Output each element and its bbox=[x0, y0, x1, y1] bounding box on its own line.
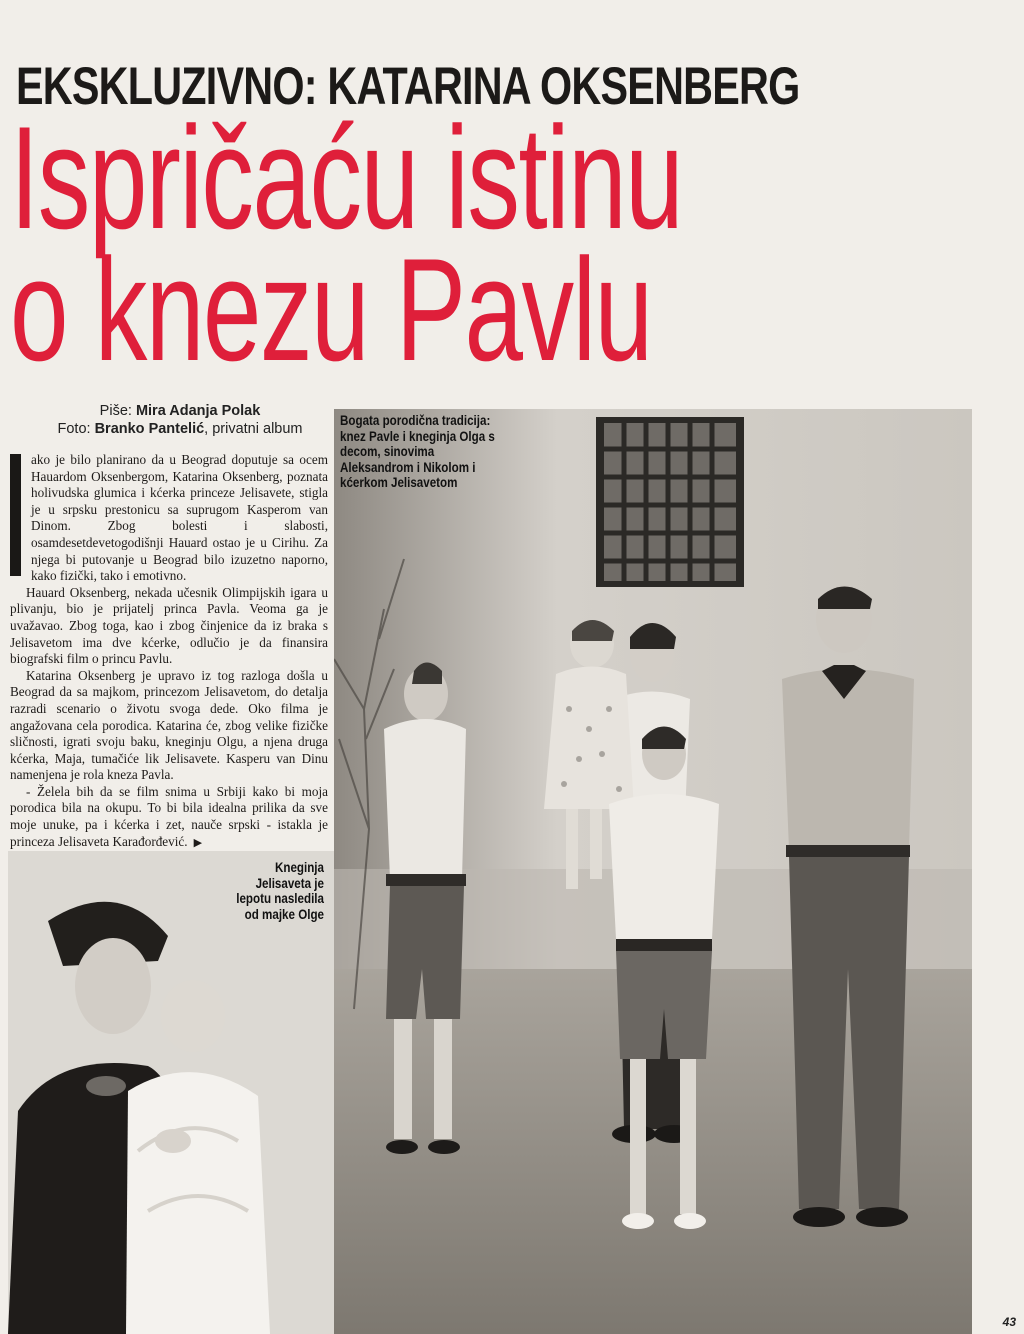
page-number: 43 bbox=[1002, 1315, 1016, 1329]
portrait-photo-caption: Kneginja Jelisaveta je lepotu nasledila od majke Olge bbox=[236, 860, 324, 922]
kicker-title: EKSKLUZIVNO: KATARINA OKSENBERG bbox=[16, 57, 800, 116]
photo-source: , privatni album bbox=[204, 421, 303, 437]
portrait-photo-illustration bbox=[8, 851, 334, 1334]
photographer-name: Branko Pantelić bbox=[94, 421, 205, 437]
headline-line-2: o knezu Pavlu bbox=[10, 228, 652, 391]
author-label: Piše: bbox=[99, 403, 136, 419]
author-name: Mira Adanja Polak bbox=[135, 403, 261, 419]
headline-line-1: Ispričaću istinu bbox=[10, 96, 683, 259]
article-paragraph: Katarina Oksenberg je upravo iz tog razloga došla u Beograd da sa majkom, princezom Jelisavetom, do detalja razradi scenario o životu svoga dede. Oko filma je angažovana cela porodica. Katarina će, zbog velike fizičke sličnosti, igrati svoju baku, kneginju Olgu, a njena druga kćerka, Maja, tumačiće lik Jelisavete. Kasperu van Dinu namenjena je rola kneza Pavla. bbox=[10, 667, 328, 783]
article-paragraph-text: - Želela bih da se film snima u Srbiji kako bi moja porodica bila na okupu. To bi bila idealna prilika da sve moje unuke, pa i kćerka i zet, nauče srpski - istakla je princeza Jelisaveta Karađorđević. bbox=[10, 783, 328, 849]
family-photo-illustration bbox=[334, 409, 972, 1334]
article-body bbox=[10, 452, 328, 851]
photo-label: Foto: bbox=[57, 421, 95, 437]
article-paragraph bbox=[10, 784, 328, 851]
portrait-photo bbox=[8, 851, 334, 1334]
article-paragraph-text: ako je bilo planirano da u Beograd doputuje sa ocem Hauardom Oksenbergom, Katarina Oksenberg, poznata holivudska glumica i kćerka princeze Jelisavete, stigla je u srpsku prestonicu sa suprugom Kasperom van Dinom. Zbog bolesti i slabosti, osamdesetdevetogodišnji Hauard ostao je u Cirihu. Za njega bi putovanje u Beograd bilo izuzetno naporno, kako fizički, tako i emotivno. bbox=[31, 452, 328, 584]
author-line bbox=[30, 402, 330, 420]
family-photo bbox=[334, 409, 972, 1334]
main-photo-caption: Bogata porodična tradicija: knez Pavle i kneginja Olga s decom, sinovima Aleksandrom i Nikolom i kćerkom Jelisavetom bbox=[340, 413, 495, 490]
photo-credit-line bbox=[30, 420, 330, 438]
drop-cap-bar bbox=[10, 454, 21, 576]
article-paragraph: Hauard Oksenberg, nekada učesnik Olimpijskih igara u plivanju, bio je prijatelj princa Pavla. Veoma ga je uvažavao. Zbog toga, kao i zbog činjenice da iz braka s Jelisavetom ima dve kćerke, odlučio je da finansira biografski film o princu Pavlu. bbox=[10, 584, 328, 667]
continue-arrow-icon: ▶ bbox=[193, 836, 203, 849]
article-paragraph bbox=[10, 452, 328, 585]
headline bbox=[10, 96, 946, 391]
byline bbox=[30, 402, 330, 438]
